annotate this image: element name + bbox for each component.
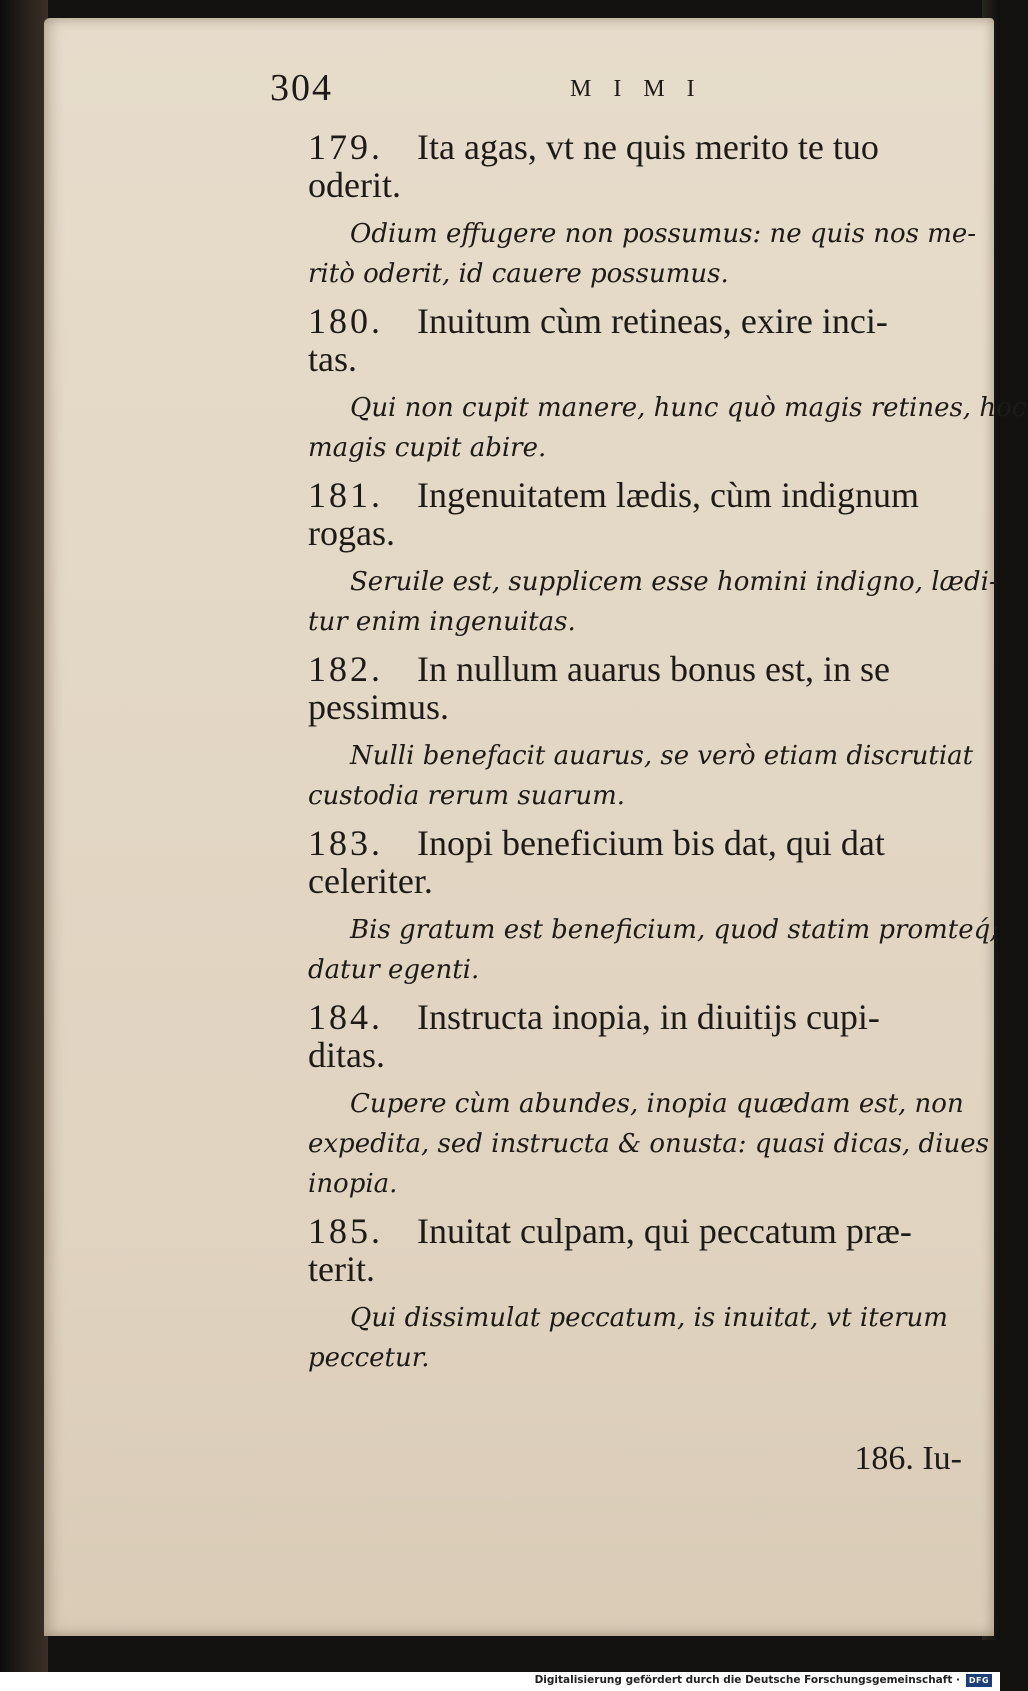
- entry-number: 184.: [308, 997, 383, 1037]
- maxim: [308, 302, 1028, 340]
- entry-number: 185.: [308, 1211, 383, 1251]
- maxim-line: Inuitat culpam, qui peccatum præ-: [417, 1211, 912, 1251]
- entry-180: [308, 302, 1028, 468]
- maxim: [308, 1212, 1028, 1250]
- maxim-line: tas.: [308, 339, 357, 379]
- commentary-line: Seruile est, supplicem esse homini indigno, lædi-: [350, 567, 998, 597]
- commentary-line: expedita, sed instructa & onusta: quasi dicas, diues: [308, 1129, 989, 1159]
- maxim: [308, 476, 1028, 514]
- book-edge-left: [0, 0, 48, 1691]
- book-page: [44, 18, 1027, 1636]
- running-head: MIMI: [570, 76, 717, 102]
- commentary: [308, 214, 1028, 294]
- entry-179: [308, 128, 1028, 294]
- text-block: [308, 128, 1028, 1386]
- commentary-line: Bis gratum est beneficium, quod statim promteq́;: [350, 915, 1000, 945]
- commentary-line: Qui non cupit manere, hunc quò magis retines,: [350, 393, 972, 423]
- entry-184: [308, 998, 1028, 1204]
- entry-185: [308, 1212, 1028, 1378]
- commentary-line: tur enim ingenuitas.: [308, 607, 576, 637]
- maxim-line: oderit.: [308, 165, 401, 205]
- page-number: 304: [270, 67, 333, 109]
- entry-181: [308, 476, 1028, 642]
- commentary-line: custodia rerum suarum.: [308, 781, 626, 811]
- commentary: [308, 736, 1028, 816]
- commentary: [308, 1084, 1028, 1204]
- maxim: [308, 824, 1028, 862]
- footer-bar: [0, 1672, 1000, 1691]
- commentary: [308, 910, 1028, 990]
- maxim-line: In nullum auarus bonus est, in se: [417, 649, 890, 689]
- page-header: [270, 66, 830, 116]
- maxim: [308, 998, 1028, 1036]
- commentary-line: Qui dissimulat peccatum, is inuitat, vt iterum: [350, 1303, 948, 1333]
- commentary-line: inopia.: [308, 1169, 398, 1199]
- commentary-line: Nulli benefacit auarus, se verò etiam discrutiat: [350, 741, 974, 771]
- entry-number: 180.: [308, 301, 383, 341]
- maxim-line: Inopi beneficium bis dat, qui dat: [417, 823, 885, 863]
- entry-number: 181.: [308, 475, 383, 515]
- commentary-line: ritò oderit, id cauere possumus.: [308, 259, 729, 289]
- maxim-line: celeriter.: [308, 861, 433, 901]
- commentary-line: datur egenti.: [308, 955, 480, 985]
- maxim-line: terit.: [308, 1249, 375, 1289]
- maxim-line: ditas.: [308, 1035, 385, 1075]
- entry-number: 183.: [308, 823, 383, 863]
- entry-183: [308, 824, 1028, 990]
- maxim: [308, 128, 1028, 166]
- entry-182: [308, 650, 1028, 816]
- catchword: 186. Iu-: [854, 1440, 962, 1477]
- commentary: [308, 562, 1028, 642]
- maxim-line: Ingenuitatem lædis, cùm indignum: [417, 475, 919, 515]
- commentary-line: Odium effugere non possumus: ne quis nos me-: [350, 219, 977, 249]
- commentary: [308, 388, 1028, 468]
- maxim: [308, 650, 1028, 688]
- commentary-line: peccetur.: [308, 1343, 430, 1373]
- maxim-line: Instructa inopia, in diuitijs cupi-: [417, 997, 880, 1037]
- maxim-line: Inuitum cùm retineas, exire inci-: [417, 301, 888, 341]
- entry-number: 182.: [308, 649, 383, 689]
- commentary-line: hoc magis cupit abire.: [308, 393, 1027, 463]
- maxim-line: Ita agas, vt ne quis merito te tuo: [417, 127, 879, 167]
- funding-credit: Digitalisierung gefördert durch die Deutsche Forschungsgemeinschaft ·: [534, 1674, 960, 1686]
- entry-number: 179.: [308, 127, 383, 167]
- dfg-logo-icon: DFG: [966, 1674, 992, 1687]
- maxim-line: pessimus.: [308, 687, 450, 727]
- commentary: [308, 1298, 1028, 1378]
- maxim-line: rogas.: [308, 513, 395, 553]
- commentary-line: Cupere cùm abundes, inopia quædam est, non: [350, 1089, 964, 1119]
